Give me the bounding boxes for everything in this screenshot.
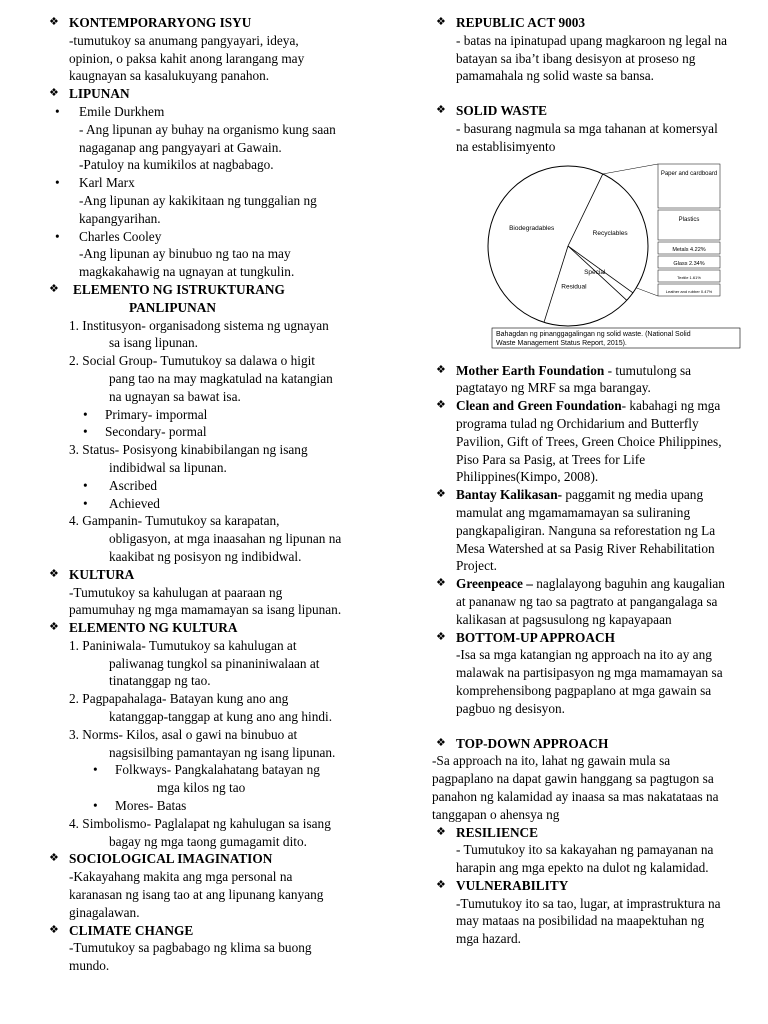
text-line: pagpaplano na dapat gawin hanggang sa pagtugon sa [432,771,714,787]
text-line [456,486,752,504]
diamond-bullet-icon: ❖ [436,488,446,501]
text-line: katanggap-tanggap at kung ano ang hindi. [109,709,333,725]
text-line: -Patuloy na kumikilos at nagbabago. [79,157,274,173]
diamond-bullet-icon: ❖ [436,630,446,643]
text-line: magkakahawig na ugnayan at tungkulin. [79,264,295,280]
text-line: panahon ng kalamidad ay inaasa sa mas nakatataas na [432,788,719,804]
text-line: Pavilion, Gift of Trees, Green Choice Philippines, [456,433,722,449]
text-line: tanggapan o ahensya ng [432,806,560,822]
breakdown-label: Textile 1.61% [677,274,701,280]
pie-slice-label: Biodegradables [509,224,555,232]
text-line: kaakibat ng posisyon ng indibidwal. [109,548,302,564]
text-line: pamamahala ng solid waste sa bansa. [456,68,654,84]
bullet-dot-icon: • [93,798,98,814]
list-item [45,441,375,477]
list-item [45,726,375,762]
text-line: may mataas na posibilidad na maapektuhan ng [456,913,705,929]
section-title: ELEMENTO NG KULTURA [69,620,238,636]
org-desc: - tumutulong sa [604,362,692,378]
diamond-bullet-icon: ❖ [436,736,446,749]
person-cooley [45,228,375,281]
org-name: Greenpeace – [456,576,533,592]
org-item [432,362,752,398]
breakdown-connector [636,287,658,295]
chart-svg [458,160,768,358]
bullet-dot-icon: • [55,103,60,119]
text-line: 2. Social Group- Tumutukoy sa dalawa o higit [69,353,315,369]
bullet-dot-icon: • [83,495,88,511]
text-line: programa tulad ng Orchidarium and Butterfly [456,415,699,431]
text-line: pangkapaligiran. Nanguna sa reforestation ng La [456,522,716,538]
text-line: batayan sa iba’t ibang desisyon at proseso ng [456,50,696,66]
section-sociological [45,850,375,921]
section-kontemporaryong [45,14,375,85]
section-title-cont: PANLIPUNAN [129,299,216,315]
text-line: -Ang lipunan ay binubuo ng tao na may [79,246,291,262]
text-line: komprehensibong pagpaplano at mga gawain sa [456,682,712,698]
text-line: kapangyarihan. [79,210,161,226]
text-line: -Isa sa mga katangian ng approach na ito ay ang [456,647,712,663]
sub-item-label: Secondary- pormal [105,424,207,440]
text-line: -Tumutukoy ito sa tao, lugar, at imprastruktura na [456,895,721,911]
section-title: BOTTOM-UP APPROACH [456,629,615,645]
person-name: Karl Marx [79,175,135,191]
text-line: pang tao na may magkatulad na katangian [109,370,333,386]
breakdown-label: Paper and cardboard [660,170,718,177]
sub-item [45,406,375,424]
section-climate [45,922,375,975]
sub-item-label: Primary- impormal [105,406,208,422]
text-line: nagsisilbing pamantayan ng isang lipunan. [109,744,336,760]
sub-item [45,477,375,495]
section-kultura [45,566,375,619]
pie-slice-label: Residual [561,283,587,291]
caption-line: Bahagdan ng pinanggagalingan ng solid waste. (National Solid [496,330,691,338]
text-line: na ugnayan sa bawat isa. [109,388,241,404]
diamond-bullet-icon: ❖ [436,16,446,28]
text-line: na establisimyento [456,138,556,154]
section-vulnerability [432,877,752,948]
org-desc: paggamit ng media upang [562,487,704,503]
sub-item-label-cont: mga kilos ng tao [157,780,246,796]
text-line: indibidwal sa lipunan. [109,459,227,475]
org-item [432,575,752,628]
org-desc: - kabahagi ng mga [621,398,721,414]
section-resilience [432,824,752,877]
diamond-bullet-icon: ❖ [436,399,446,412]
text-line: kalikasan at pagsusulong ng kapayapaan [456,611,672,627]
text-line: mamulat ang mgamamamayan sa suliraning [456,504,691,520]
diamond-bullet-icon: ❖ [49,567,59,580]
person-name: Charles Cooley [79,228,162,244]
diamond-bullet-icon: ❖ [436,577,446,590]
section-title: LIPUNAN [69,86,130,102]
section-bottom-up [432,629,752,718]
sub-item-label: Folkways- Pangkalahatang batayan ng [115,762,320,778]
diamond-bullet-icon: ❖ [436,363,446,376]
section-title: SOCIOLOGICAL IMAGINATION [69,851,273,867]
list-item [45,352,375,405]
bullet-dot-icon: • [83,406,88,422]
pie-labels [509,224,628,290]
breakdown-connector [603,164,658,174]
left-column [45,14,375,975]
text-line: tinatanggap ng tao. [109,673,211,689]
text-line: - Tumutukoy ito sa kakayahan ng pamayanan na [456,842,714,858]
text-line: malawak na partisipasyon ng mga mamamayan sa [456,665,723,681]
diamond-bullet-icon: ❖ [436,825,446,838]
text-line: opinion, o paksa kahit anong larangang may [69,50,305,66]
text-line: Project. [456,558,497,574]
text-line: at pananaw ng tao sa pagtrato at pangangalaga sa [456,593,718,609]
pie-slice-label: Special [584,268,606,276]
section-title: RESILIENCE [456,824,539,840]
bullet-dot-icon: • [83,477,88,493]
diamond-bullet-icon: ❖ [436,878,446,891]
list-item [45,317,375,353]
text-line: pamumuhay ng mga mamamayan sa isang lipunan. [69,602,342,618]
person-marx [45,174,375,227]
text-line: -Sa approach na ito, lahat ng gawain mula sa [432,753,671,769]
text-line: sa isang lipunan. [109,335,199,351]
text-line: - batas na ipinatupad upang magkaroon ng legal na [456,32,728,48]
text-line: nagaganap ang pangyayari at Gawain. [79,139,282,155]
chart-caption [496,330,740,348]
sub-item-label: Achieved [109,495,160,511]
pie-slice-label: Recyclables [592,229,628,237]
text-line [456,362,752,380]
text-line: 4. Simbolismo- Paglalapat ng kahulugan sa isang [69,815,331,831]
org-name: Bantay Kalikasan- [456,487,563,503]
section-title: KONTEMPORARYONG ISYU [69,15,252,30]
section-ra9003 [432,14,752,85]
bullet-dot-icon: • [55,228,60,244]
diamond-bullet-icon: ❖ [49,923,59,936]
text-line: 1. Institusyon- organisadong sistema ng ugnayan [69,317,329,333]
breakdown-label: Leather and rubber 0.47% [665,288,713,294]
text-line: 3. Status- Posisyong kinabibilangan ng isang [69,442,308,458]
text-line: bagay ng mga taong gumagamit dito. [109,833,307,849]
text-line: 3. Norms- Kilos, asal o gawi na binubuo at [69,726,298,742]
diamond-bullet-icon: ❖ [436,104,446,117]
text-line: pagtatayo ng MRF sa mga barangay. [456,380,651,396]
section-solid-waste [432,102,752,120]
caption-line: Waste Management Status Report, 2015). [496,339,627,347]
text-line: -Ang lipunan ay kakikitaan ng tunggalian ng [79,192,317,208]
text-line: 2. Pagpapahalaga- Batayan kung ano ang [69,691,289,707]
diamond-bullet-icon: ❖ [49,87,59,100]
sub-item [45,423,375,441]
pie-group [488,166,648,326]
section-title: REPUBLIC ACT 9003 [456,15,586,30]
text-line: -Tumutukoy sa pagbabago ng klima sa buong [69,940,312,956]
text-line: -tumutukoy sa anumang pangyayari, ideya, [69,32,299,48]
text-line: obligasyon, at mga inaasahan ng lipunan na [109,531,342,547]
diamond-bullet-icon: ❖ [49,282,59,295]
bullet-dot-icon: • [83,424,88,440]
org-desc: naglalayong baguhin ang kaugalian [532,576,725,592]
text-line: ginagalawan. [69,904,140,920]
sub-item [45,495,375,513]
text-line: 1. Paniniwala- Tumutukoy sa kahulugan at [69,637,297,653]
section-title: VULNERABILITY [456,877,569,893]
breakdown-label: Glass 2.34% [673,260,705,267]
text-line: Mesa Watershed at sa Pasig River Rehabilitation [456,540,715,556]
text-line: harapin ang mga epekto na dulot ng kalamidad. [456,860,709,876]
sub-item-label: Ascribed [109,477,157,493]
sub-item [45,761,375,797]
text-line: kaugnayan sa kasalukuyang panahon. [69,68,270,84]
solid-waste-pie-chart [458,160,768,358]
person-durkhem [45,103,375,174]
section-title: ELEMENTO NG ISTRUKTURANG [73,281,285,297]
sub-item [45,797,375,815]
section-title: SOLID WASTE [456,103,548,119]
section-elemento-kultura [45,619,375,637]
text-line: mundo. [69,958,110,974]
section-title: TOP-DOWN APPROACH [456,735,609,751]
org-item [432,486,752,575]
list-item [45,637,375,690]
text-line: Philippines(Kimpo, 2008). [456,469,599,485]
diamond-bullet-icon: ❖ [49,621,59,634]
text-line: Piso Para sa Pasig, at Trees for Life [456,451,646,467]
right-column [432,14,752,948]
breakdown-row [658,210,720,240]
section-elemento-istruktura [45,281,375,317]
text-line: -Kakayahang makita ang mga personal na [69,869,293,885]
breakdown-label: Metals 4.22% [672,246,706,253]
text-line: -Tumutukoy sa kahulugan at paaraan ng [69,584,283,600]
list-item [45,690,375,726]
section-lipunan [45,85,375,103]
org-item [432,397,752,486]
text-line: - Ang lipunan ay buhay na organismo kung saan [79,121,336,137]
section-title: CLIMATE CHANGE [69,922,194,938]
diamond-bullet-icon: ❖ [49,852,59,865]
list-item [45,815,375,851]
list-item [45,512,375,565]
person-name: Emile Durkhem [79,103,165,119]
text-line: karanasan ng isang tao at ang lipunang kanyang [69,887,324,903]
bullet-dot-icon: • [55,175,60,191]
org-name: Mother Earth Foundation [456,362,605,378]
section-title: KULTURA [69,566,135,582]
sub-item-label: Mores- Batas [115,798,187,814]
text-line: pagbuo ng desisyon. [456,700,565,716]
section-top-down [432,735,752,753]
text-line: - basurang nagmula sa mga tahanan at komersyal [456,120,718,136]
text-line [456,397,752,415]
diamond-bullet-icon: ❖ [49,16,59,28]
bullet-dot-icon: • [93,762,98,778]
text-line: 4. Gampanin- Tumutukoy sa karapatan, [69,513,280,529]
text-line [456,575,752,593]
breakdown-label: Plastics [678,216,700,223]
text-line: mga hazard. [456,931,521,947]
text-line: paliwanag tungkol sa pinaniniwalaan at [109,655,320,671]
org-name: Clean and Green Foundation [456,398,622,414]
